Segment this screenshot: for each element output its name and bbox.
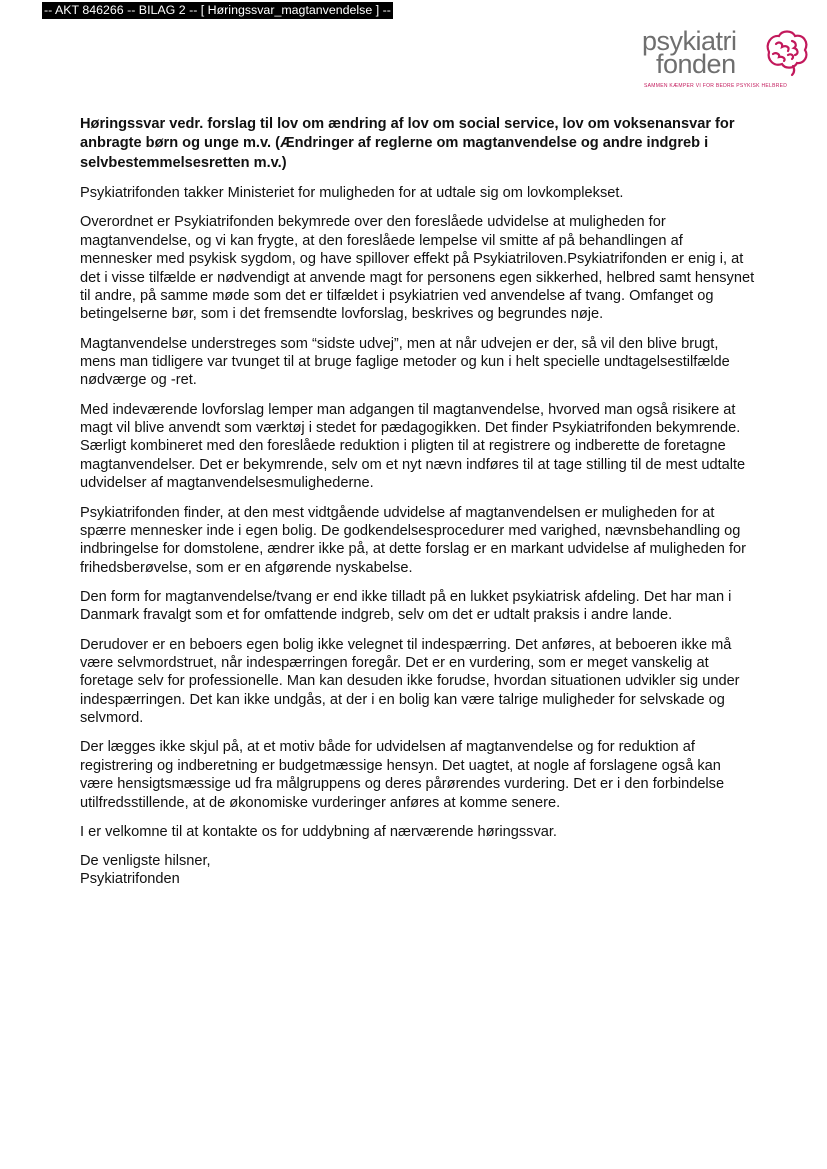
paragraph-7: Derudover er en beboers egen bolig ikke velegnet til indespærring. Det anføres, at beboeren ikke må være selvmordstruet, når indespærringen foregår. Det er en vurdering, som er meget vanskelig at foretage selv for professionelle. Man kan desuden ikke forudse, hvordan situationen udvikler sig under indespærringen. Det kan ikke undgås, at der i en bolig kan være talrige muligheder for selvskade og selvmord. <box>80 636 740 727</box>
paragraph-6: Den form for magtanvendelse/tvang er end ikke tilladt på en lukket psykiatrisk afdeling. Det har man i Danmark fravalgt som et for omfattende indgreb, selv om det er udtalt praksis i andre lande. <box>80 588 732 624</box>
brain-icon <box>759 26 811 78</box>
paragraph-4: Med indeværende lovforslag lemper man adgangen til magtanvendelse, hvorved man også risikere at magt vil blive anvendt som værktøj i stedet for pædagogikken. Det finder Psykiatrifonden bekymrende. Særligt kombineret med den foreslåede reduktion i pligten til at registrere og indberette de foretagne magtanvendelser. Det er bekymrende, selv om et nyt nævn indføres til at tage stilling til de mest udtalte udvidelser af magtanvendelsesmulighederne. <box>80 401 746 492</box>
closing-greeting: De venligste hilsner, <box>80 852 211 869</box>
logo-word-fonden: fonden <box>656 49 736 79</box>
paragraph-1: Psykiatrifonden takker Ministeriet for muligheden for at udtale sig om lovkomplekset. <box>80 185 624 202</box>
paragraph-8: Der lægges ikke skjul på, at et motiv både for udvidelsen af magtanvendelse og for reduktion af registrering og indberetning er budgetmæssige hensyn. Det uagtet, at nogle af forslagene også kan være hensigtsmæssige ud fra målgruppens og deres pårørendes vurdering. Det er i den forbindelse utilfredsstillende, at de økonomiske vurderinger anføres at komme senere. <box>80 739 725 811</box>
letter-body <box>80 115 755 889</box>
logo-tagline: SAMMEN KÆMPER VI FOR BEDRE PSYKISK HELBRED <box>644 83 788 89</box>
paragraph-3: Magtanvendelse understreges som “sidste udvej”, men at når udvejen er der, så vil den blive brugt, mens man tidligere var tvunget til at bruge faglige metoder og kun i helt specielle undtagelsestilfælde nødværge og -ret. <box>80 335 730 389</box>
logo-word-psykiatri: psykiatri <box>642 26 737 56</box>
paragraph-5: Psykiatrifonden finder, at den mest vidtgående udvidelse af magtanvendelsen er muligheden for at spærre mennesker inde i egen bolig. De godkendelsesprocedurer med varighed, nævnsbehandling og indbringelse for domstolene, ændrer ikke på, at dette forslag er en markant udvidelse af muligheden for frihedsberøvelse, som er en afgørende nyskabelse. <box>80 504 747 576</box>
document-reference-tag: -- AKT 846266 -- BILAG 2 -- [ Høringssvar_magtanvendelse ] -- <box>44 3 391 17</box>
letter-title: Høringssvar vedr. forslag til lov om ændring af lov om social service, lov om voksenansvar for anbragte børn og unge m.v. (Ændringer af reglerne om magtanvendelse og andre indgreb i selvbestemmelsesretten m.v.) <box>80 116 735 171</box>
paragraph-2: Overordnet er Psykiatrifonden bekymrede over den foreslåede udvidelse at muligheden for magtanvendelse, og vi kan frygte, at den foreslåede lempelse vil smitte af på behandlingen af mennesker med psykisk sygdom, og have spillover effekt på Psykiatriloven.Psykiatrifonden er enig i, at det i visse tilfælde er nødvendigt at anvende magt for personens egen sikkerhed, helbred samt hensynet til andre, på samme møde som det er tilfældet i psykiatrien ved anvendelse af tvang. Omfanget og betingelserne bør, som i det fremsendte lovforslag, beskrives og begrundes nøje. <box>80 214 755 323</box>
closing-signature: Psykiatrifonden <box>80 871 180 888</box>
psykiatrifonden-logo <box>642 26 812 92</box>
paragraph-9: I er velkomne til at kontakte os for uddybning af nærværende høringssvar. <box>80 823 557 840</box>
